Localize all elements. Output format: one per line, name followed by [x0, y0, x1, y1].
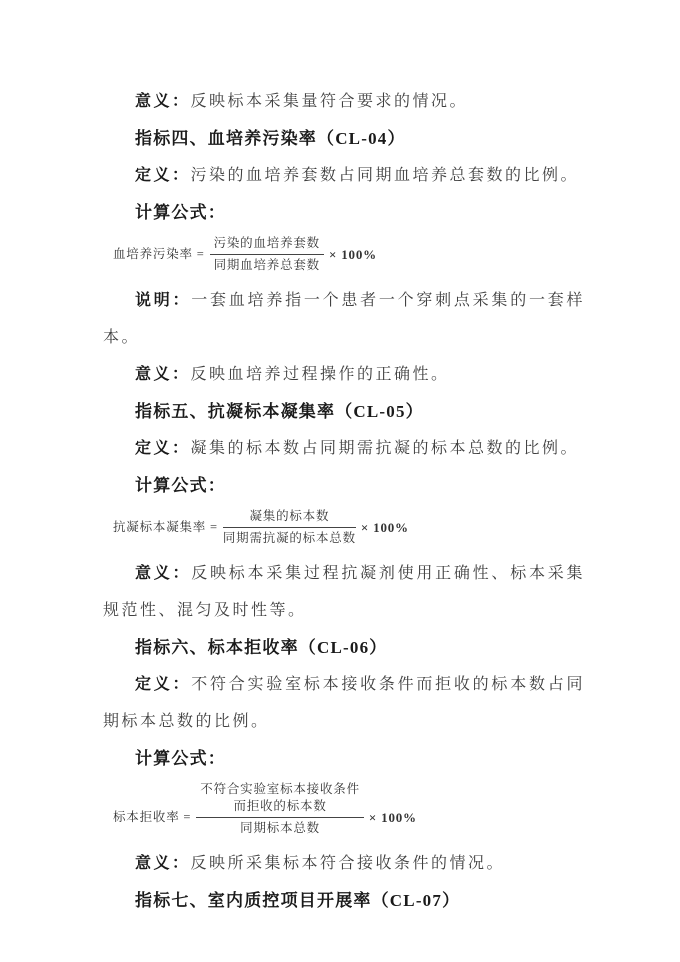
paragraph-text: 一套血培养指一个患者一个穿刺点采集的一套样本。 — [103, 292, 585, 346]
paragraph-text: 反映标本采集量符合要求的情况。 — [190, 93, 469, 110]
paragraph-text: 反映标本采集过程抗凝剂使用正确性、标本采集规范性、混匀及时性等。 — [103, 565, 585, 619]
formula-multiplier: × 100% — [368, 809, 417, 825]
heading-indicator-5: 指标五、抗凝标本凝集率（CL-05） — [135, 402, 424, 421]
heading-indicator-4: 指标四、血培养污染率（CL-04） — [135, 129, 406, 148]
formula-specimen-rejection-rate — [113, 781, 585, 837]
heading-formula-cl04: 计算公式： — [135, 203, 226, 222]
formula-fraction — [210, 235, 324, 274]
formula-numerator — [196, 781, 364, 818]
paragraph-text: 反映血培养过程操作的正确性。 — [190, 366, 450, 383]
formula-multiplier: × 100% — [328, 247, 377, 262]
paragraph-label: 意义： — [135, 93, 191, 110]
formula-numerator: 凝集的标本数 — [223, 508, 356, 528]
paragraph-meaning-cl05 — [103, 555, 585, 629]
formula-fraction — [196, 781, 364, 837]
paragraph-definition-cl04 — [103, 157, 585, 194]
paragraph-label: 定义： — [135, 676, 192, 693]
paragraph-text: 污染的血培养套数占同期血培养总套数的比例。 — [190, 167, 580, 184]
paragraph-label: 定义： — [135, 167, 191, 184]
paragraph-label: 意义： — [135, 565, 192, 582]
formula-lhs: 血培养污染率 = — [113, 247, 205, 261]
paragraph-text: 凝集的标本数占同期需抗凝的标本总数的比例。 — [190, 440, 580, 457]
paragraph-label: 意义： — [135, 855, 191, 872]
formula-numerator-line-1: 不符合实验室标本接收条件 — [200, 782, 360, 796]
paragraph-meaning-cl06 — [103, 845, 585, 882]
heading-indicator-6: 指标六、标本拒收率（CL-06） — [135, 638, 388, 657]
document-content — [103, 83, 585, 919]
paragraph-text: 不符合实验室标本接收条件而拒收的标本数占同期标本总数的比例。 — [103, 676, 585, 730]
paragraph-definition-cl06 — [103, 666, 585, 740]
formula-denominator: 同期血培养总套数 — [213, 258, 320, 272]
formula-numerator: 污染的血培养套数 — [210, 235, 324, 255]
paragraph-label: 意义： — [135, 366, 191, 383]
formula-multiplier: × 100% — [360, 520, 409, 535]
formula-denominator: 同期需抗凝的标本总数 — [222, 531, 356, 545]
paragraph-label: 定义： — [135, 440, 191, 457]
formula-fraction — [223, 508, 356, 547]
heading-formula-cl05: 计算公式： — [135, 476, 226, 495]
paragraph-meaning-cl04 — [103, 356, 585, 393]
paragraph-text: 反映所采集标本符合接收条件的情况。 — [190, 855, 506, 872]
paragraph-definition-cl05 — [103, 430, 585, 467]
paragraph-note-cl04 — [103, 282, 585, 356]
paragraph-label: 说明： — [135, 292, 192, 309]
formula-anticoagulated-specimen-clotting-rate — [113, 508, 585, 547]
formula-lhs: 抗凝标本凝集率 = — [113, 520, 218, 534]
heading-indicator-7: 指标七、室内质控项目开展率（CL-07） — [135, 891, 461, 910]
formula-blood-culture-contamination-rate — [113, 235, 585, 274]
heading-formula-cl06: 计算公式： — [135, 749, 226, 768]
paragraph-meaning-cl03 — [103, 83, 585, 120]
formula-numerator-line-2: 而拒收的标本数 — [233, 799, 327, 813]
formula-lhs: 标本拒收率 = — [113, 809, 192, 824]
formula-denominator: 同期标本总数 — [240, 821, 320, 835]
